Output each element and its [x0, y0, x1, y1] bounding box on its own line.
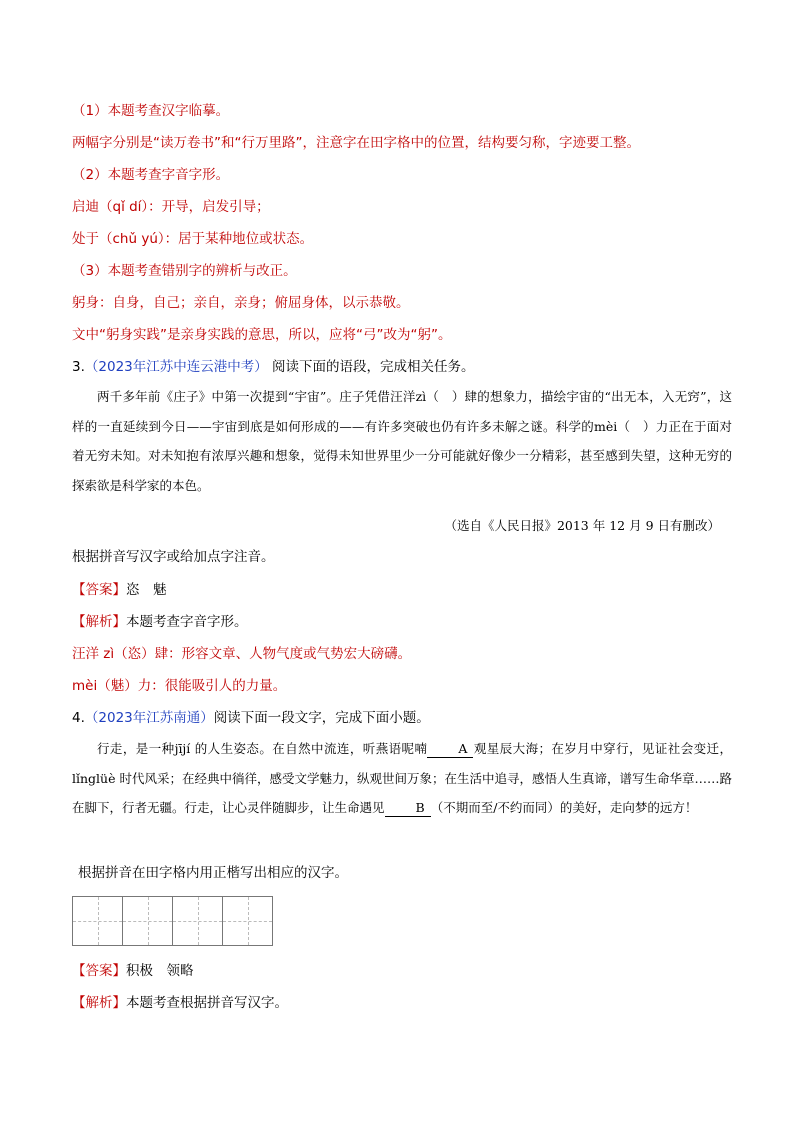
answer-tag: 【答案】	[72, 582, 126, 598]
question-4-heading	[72, 709, 430, 727]
question-3-answer	[72, 581, 167, 599]
blank-b: B	[385, 800, 431, 817]
analysis-text: 本题考查字音字形。	[126, 614, 248, 630]
question-prompt: 阅读下面一段文字，完成下面小题。	[213, 710, 430, 726]
question-source: （2023年江苏中连云港中考）	[84, 359, 268, 375]
question-3-heading	[72, 358, 475, 376]
question-3-analysis	[72, 613, 248, 631]
question-number: 4.	[72, 710, 85, 726]
question-3-note-2: mèi（魅）力：很能吸引人的力量。	[72, 678, 287, 694]
analysis-line-4: 启迪（qǐ dí）：开导，启发引导；	[72, 199, 270, 215]
analysis-line-1: （1）本题考查汉字临摹。	[72, 103, 230, 119]
grid-cell[interactable]	[122, 896, 173, 946]
tianzige-grid[interactable]	[72, 896, 273, 946]
answer-text: 恣 魅	[126, 582, 167, 598]
answer-tag: 【答案】	[72, 963, 126, 979]
question-3-passage	[72, 382, 732, 500]
question-prompt: 阅读下面的语段，完成相关任务。	[272, 359, 475, 375]
question-4-task: 根据拼音在田字格内用正楷写出相应的汉字。	[78, 865, 348, 881]
passage-text-c: （不期而至/不约而同）的美好，走向梦的远方！	[430, 800, 698, 815]
question-4-answer	[72, 962, 194, 980]
passage-text-b: 观星辰大海；在岁月中穿行，见证社会变迁，lǐnglüè 时代风采；在经典中徜徉，感受文学魅力，纵观世间万象；在生活中追寻，感悟人生真谛，谱写生命华章……路在脚下，行者无疆。行走，让心灵伴随脚步，让生命遇见	[72, 741, 732, 815]
analysis-line-8: 文中“躬身实践”是亲身实践的意思，所以，应将“弓”改为“躬”。	[72, 327, 452, 343]
question-3-task: 根据拼音写汉字或给加点字注音。	[72, 549, 275, 565]
passage-text: 两千多年前《庄子》中第一次提到“宇宙”。庄子凭借汪洋zì（ ）肆的想象力，描绘宇宙的“出无本，入无窍”，这样的一直延续到今日——宇宙到底是如何形成的——有许多突破也仍有许多未解之谜。科学的mèi（ ）力正在于面对着无穷未知。对未知抱有浓厚兴趣和想象，觉得未知世界里少一分可能就好像少一分精彩，甚至感到失望，这种无穷的探索欲是科学家的本色。	[72, 389, 732, 493]
analysis-text: 本题考查根据拼音写汉字。	[126, 995, 288, 1011]
question-3-note-1: 汪洋 zì（恣）肆：形容文章、人物气度或气势宏大磅礴。	[72, 646, 412, 662]
question-4-analysis	[72, 994, 288, 1012]
question-source: （2023年江苏南通）	[84, 710, 214, 726]
grid-cell[interactable]	[72, 896, 123, 946]
analysis-tag: 【解析】	[72, 614, 126, 630]
analysis-line-7: 躬身：自身，自己；亲自，亲身；俯屈身体，以示恭敬。	[72, 295, 410, 311]
analysis-line-2: 两幅字分别是“读万卷书”和“行万里路”，注意字在田字格中的位置，结构要匀称，字迹要工整。	[72, 135, 640, 151]
analysis-line-6: （3）本题考查错别字的辨析与改正。	[72, 263, 297, 279]
passage-citation: （选自《人民日报》2013 年 12 月 9 日有删改）	[444, 518, 720, 533]
answer-text: 积极 领略	[126, 963, 194, 979]
question-4-passage	[72, 734, 732, 823]
blank-a: A	[427, 741, 473, 758]
analysis-line-3: （2）本题考查字音字形。	[72, 167, 230, 183]
analysis-line-5: 处于（chǔ yú）：居于某种地位或状态。	[72, 231, 314, 247]
grid-cell[interactable]	[172, 896, 223, 946]
question-number: 3.	[72, 359, 85, 375]
grid-cell[interactable]	[222, 896, 273, 946]
passage-text-a: 行走，是一种jījí 的人生姿态。在自然中流连，听燕语呢喃	[97, 741, 428, 756]
analysis-tag: 【解析】	[72, 995, 126, 1011]
